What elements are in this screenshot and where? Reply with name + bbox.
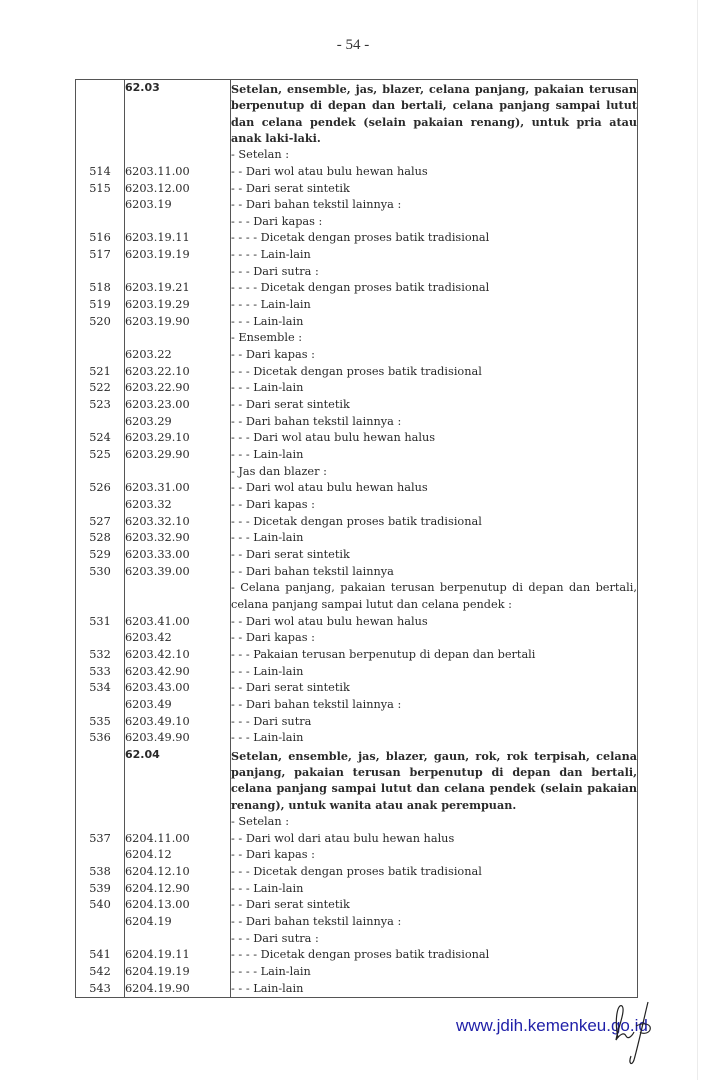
- row-number: 516: [76, 230, 125, 247]
- table-row: [76, 814, 638, 831]
- row-number: [76, 497, 125, 514]
- table-row: [76, 730, 638, 747]
- hs-code: 6203.42.10: [125, 647, 231, 664]
- row-number: [76, 747, 125, 814]
- hs-code: 6204.13.00: [125, 897, 231, 914]
- goods-description: - - Dari kapas :: [231, 497, 638, 514]
- hs-code: 6204.19.11: [125, 947, 231, 964]
- hs-code: 6203.22.10: [125, 364, 231, 381]
- hs-code: 6203.29: [125, 414, 231, 431]
- table-row: [76, 380, 638, 397]
- table-row: [76, 947, 638, 964]
- goods-description: - - Dari kapas :: [231, 847, 638, 864]
- hs-code: 6203.32.90: [125, 530, 231, 547]
- goods-description: - - - Dari sutra :: [231, 264, 638, 281]
- table-row: [76, 514, 638, 531]
- row-number: [76, 464, 125, 481]
- hs-code: 6203.42.90: [125, 664, 231, 681]
- row-number: 514: [76, 164, 125, 181]
- tariff-table: [75, 79, 638, 998]
- goods-description: - - - Dicetak dengan proses batik tradisional: [231, 364, 638, 381]
- row-number: [76, 197, 125, 214]
- table-row: [76, 147, 638, 164]
- table-row: [76, 364, 638, 381]
- goods-description: - - - Lain-lain: [231, 730, 638, 747]
- table-row: [76, 330, 638, 347]
- row-number: [76, 330, 125, 347]
- goods-description: Setelan, ensemble, jas, blazer, gaun, rok, rok terpisah, celana panjang, pakaian terusan berpenutup di depan dan bertali, celana panjang sampai lutut dan celana pendek (selain pakaian renang), untuk wanita atau anak perempuan.: [231, 747, 638, 814]
- hs-code: 6203.32: [125, 497, 231, 514]
- table-row: [76, 647, 638, 664]
- hs-code: 6203.22.90: [125, 380, 231, 397]
- row-number: 535: [76, 714, 125, 731]
- row-number: 515: [76, 181, 125, 198]
- hs-code: 6203.12.00: [125, 181, 231, 198]
- table-row: [76, 564, 638, 581]
- goods-description: - - Dari bahan tekstil lainnya :: [231, 197, 638, 214]
- row-number: 541: [76, 947, 125, 964]
- hs-code: [125, 464, 231, 481]
- row-number: 527: [76, 514, 125, 531]
- row-number: [76, 630, 125, 647]
- table-row: [76, 264, 638, 281]
- table-row: [76, 881, 638, 898]
- table-row: [76, 497, 638, 514]
- table-row: [76, 414, 638, 431]
- hs-code: 6203.41.00: [125, 614, 231, 631]
- table-row: [76, 430, 638, 447]
- table-row: [76, 297, 638, 314]
- goods-description: - - Dari wol atau bulu hewan halus: [231, 480, 638, 497]
- row-number: 522: [76, 380, 125, 397]
- goods-description: - - Dari wol atau bulu hewan halus: [231, 614, 638, 631]
- row-number: [76, 80, 125, 148]
- row-number: [76, 931, 125, 948]
- page-number: - 54 -: [336, 37, 370, 53]
- goods-description: - - Dari bahan tekstil lainnya :: [231, 697, 638, 714]
- goods-description: - - - Lain-lain: [231, 447, 638, 464]
- row-number: [76, 264, 125, 281]
- hs-code: 6203.22: [125, 347, 231, 364]
- row-number: 539: [76, 881, 125, 898]
- table-row: [76, 614, 638, 631]
- row-number: [76, 147, 125, 164]
- hs-code: 6203.19: [125, 197, 231, 214]
- table-heading-row: [76, 747, 638, 814]
- table-row: [76, 247, 638, 264]
- row-number: 517: [76, 247, 125, 264]
- table-row: [76, 580, 638, 613]
- hs-code: 6204.19.90: [125, 981, 231, 998]
- goods-description: - Setelan :: [231, 814, 638, 831]
- goods-description: - - - Dari wol atau bulu hewan halus: [231, 430, 638, 447]
- goods-description: - Celana panjang, pakaian terusan berpenutup di depan dan bertali, celana panjang sampai lutut dan celana pendek :: [231, 580, 638, 613]
- goods-description: - - Dari serat sintetik: [231, 547, 638, 564]
- row-number: 519: [76, 297, 125, 314]
- table-row: [76, 847, 638, 864]
- row-number: 518: [76, 280, 125, 297]
- row-number: 536: [76, 730, 125, 747]
- goods-description: - - - Lain-lain: [231, 981, 638, 998]
- table-row: [76, 530, 638, 547]
- table-row: [76, 480, 638, 497]
- table-row: [76, 630, 638, 647]
- goods-description: - Ensemble :: [231, 330, 638, 347]
- table-row: [76, 197, 638, 214]
- row-number: [76, 347, 125, 364]
- table-row: [76, 831, 638, 848]
- hs-code: 6203.19.19: [125, 247, 231, 264]
- goods-description: - - Dari bahan tekstil lainnya: [231, 564, 638, 581]
- goods-description: - - Dari bahan tekstil lainnya :: [231, 414, 638, 431]
- table-row: [76, 714, 638, 731]
- hs-code: 6203.19.21: [125, 280, 231, 297]
- goods-description: - - - Dari sutra: [231, 714, 638, 731]
- row-number: [76, 847, 125, 864]
- row-number: 525: [76, 447, 125, 464]
- hs-code: [125, 931, 231, 948]
- table-row: [76, 547, 638, 564]
- goods-description: Setelan, ensemble, jas, blazer, celana panjang, pakaian terusan berpenutup di depan dan bertali, celana panjang sampai lutut dan celana pendek (selain pakaian renang), untuk pria atau anak laki-laki.: [231, 80, 638, 148]
- hs-code: 6203.49: [125, 697, 231, 714]
- hs-code: 6203.19.29: [125, 297, 231, 314]
- goods-description: - - - - Lain-lain: [231, 297, 638, 314]
- goods-description: - - - Pakaian terusan berpenutup di depan dan bertali: [231, 647, 638, 664]
- goods-description: - - Dari serat sintetik: [231, 680, 638, 697]
- goods-description: - - Dari bahan tekstil lainnya :: [231, 914, 638, 931]
- hs-code: [125, 330, 231, 347]
- hs-code: [125, 214, 231, 231]
- goods-description: - - - - Dicetak dengan proses batik tradisional: [231, 947, 638, 964]
- table-row: [76, 697, 638, 714]
- table-row: [76, 280, 638, 297]
- row-number: 524: [76, 430, 125, 447]
- table-row: [76, 214, 638, 231]
- goods-description: - - - Dari kapas :: [231, 214, 638, 231]
- table-row: [76, 981, 638, 998]
- goods-description: - - - Dicetak dengan proses batik tradisional: [231, 864, 638, 881]
- goods-description: - - Dari serat sintetik: [231, 897, 638, 914]
- table-heading-row: [76, 80, 638, 148]
- row-number: [76, 814, 125, 831]
- row-number: [76, 214, 125, 231]
- hs-code: [125, 814, 231, 831]
- goods-description: - - - Lain-lain: [231, 664, 638, 681]
- row-number: [76, 414, 125, 431]
- hs-code: [125, 580, 231, 613]
- row-number: 537: [76, 831, 125, 848]
- row-number: 521: [76, 364, 125, 381]
- signature-icon: [604, 998, 664, 1068]
- hs-code: 6203.32.10: [125, 514, 231, 531]
- goods-description: - - - Lain-lain: [231, 530, 638, 547]
- hs-code: 6203.39.00: [125, 564, 231, 581]
- table-row: [76, 397, 638, 414]
- row-number: 533: [76, 664, 125, 681]
- row-number: 520: [76, 314, 125, 331]
- row-number: 542: [76, 964, 125, 981]
- row-number: [76, 697, 125, 714]
- row-number: 523: [76, 397, 125, 414]
- table-row: [76, 314, 638, 331]
- table-row: [76, 964, 638, 981]
- table-row: [76, 347, 638, 364]
- goods-description: - Setelan :: [231, 147, 638, 164]
- goods-description: - - - - Dicetak dengan proses batik tradisional: [231, 230, 638, 247]
- hs-code: 6204.12.10: [125, 864, 231, 881]
- hs-code: 6203.42: [125, 630, 231, 647]
- hs-code: 6203.23.00: [125, 397, 231, 414]
- hs-code: 6204.12: [125, 847, 231, 864]
- goods-description: - Jas dan blazer :: [231, 464, 638, 481]
- hs-code: 6203.29.10: [125, 430, 231, 447]
- table-row: [76, 164, 638, 181]
- goods-description: - - Dari wol dari atau bulu hewan halus: [231, 831, 638, 848]
- row-number: 532: [76, 647, 125, 664]
- table-row: [76, 914, 638, 931]
- hs-code: 6203.49.90: [125, 730, 231, 747]
- goods-description: - - - Dicetak dengan proses batik tradisional: [231, 514, 638, 531]
- row-number: 530: [76, 564, 125, 581]
- hs-code: 6203.19.11: [125, 230, 231, 247]
- goods-description: - - Dari serat sintetik: [231, 397, 638, 414]
- goods-description: - - - - Dicetak dengan proses batik tradisional: [231, 280, 638, 297]
- goods-description: - - Dari wol atau bulu hewan halus: [231, 164, 638, 181]
- row-number: [76, 580, 125, 613]
- row-number: 543: [76, 981, 125, 998]
- hs-code: 6203.49.10: [125, 714, 231, 731]
- hs-code: 6203.19.90: [125, 314, 231, 331]
- hs-code: [125, 264, 231, 281]
- table-row: [76, 864, 638, 881]
- table-row: [76, 897, 638, 914]
- table-row: [76, 181, 638, 198]
- goods-description: - - - Lain-lain: [231, 881, 638, 898]
- row-number: 528: [76, 530, 125, 547]
- goods-description: - - - Lain-lain: [231, 380, 638, 397]
- tariff-table-body: [76, 80, 638, 998]
- row-number: 534: [76, 680, 125, 697]
- footer-website-link[interactable]: www.jdih.kemenkeu.go.id: [456, 1016, 648, 1035]
- hs-code: 6204.19.19: [125, 964, 231, 981]
- goods-description: - - - - Lain-lain: [231, 964, 638, 981]
- row-number: 531: [76, 614, 125, 631]
- table-row: [76, 664, 638, 681]
- hs-code: 6203.31.00: [125, 480, 231, 497]
- table-row: [76, 680, 638, 697]
- goods-description: - - Dari serat sintetik: [231, 181, 638, 198]
- page-edge-line: [697, 0, 698, 1080]
- goods-description: - - Dari kapas :: [231, 347, 638, 364]
- goods-description: - - - Lain-lain: [231, 314, 638, 331]
- table-row: [76, 447, 638, 464]
- table-row: [76, 464, 638, 481]
- hs-code: 6204.12.90: [125, 881, 231, 898]
- hs-code: 6204.11.00: [125, 831, 231, 848]
- hs-code: 6203.43.00: [125, 680, 231, 697]
- hs-code: 6203.33.00: [125, 547, 231, 564]
- hs-code: [125, 147, 231, 164]
- goods-description: - - - - Lain-lain: [231, 247, 638, 264]
- hs-code: 62.04: [125, 747, 231, 814]
- goods-description: - - Dari kapas :: [231, 630, 638, 647]
- hs-code: 62.03: [125, 80, 231, 148]
- table-row: [76, 931, 638, 948]
- hs-code: 6203.29.90: [125, 447, 231, 464]
- row-number: [76, 914, 125, 931]
- table-row: [76, 230, 638, 247]
- row-number: 526: [76, 480, 125, 497]
- hs-code: 6204.19: [125, 914, 231, 931]
- row-number: 529: [76, 547, 125, 564]
- goods-description: - - - Dari sutra :: [231, 931, 638, 948]
- row-number: 540: [76, 897, 125, 914]
- row-number: 538: [76, 864, 125, 881]
- hs-code: 6203.11.00: [125, 164, 231, 181]
